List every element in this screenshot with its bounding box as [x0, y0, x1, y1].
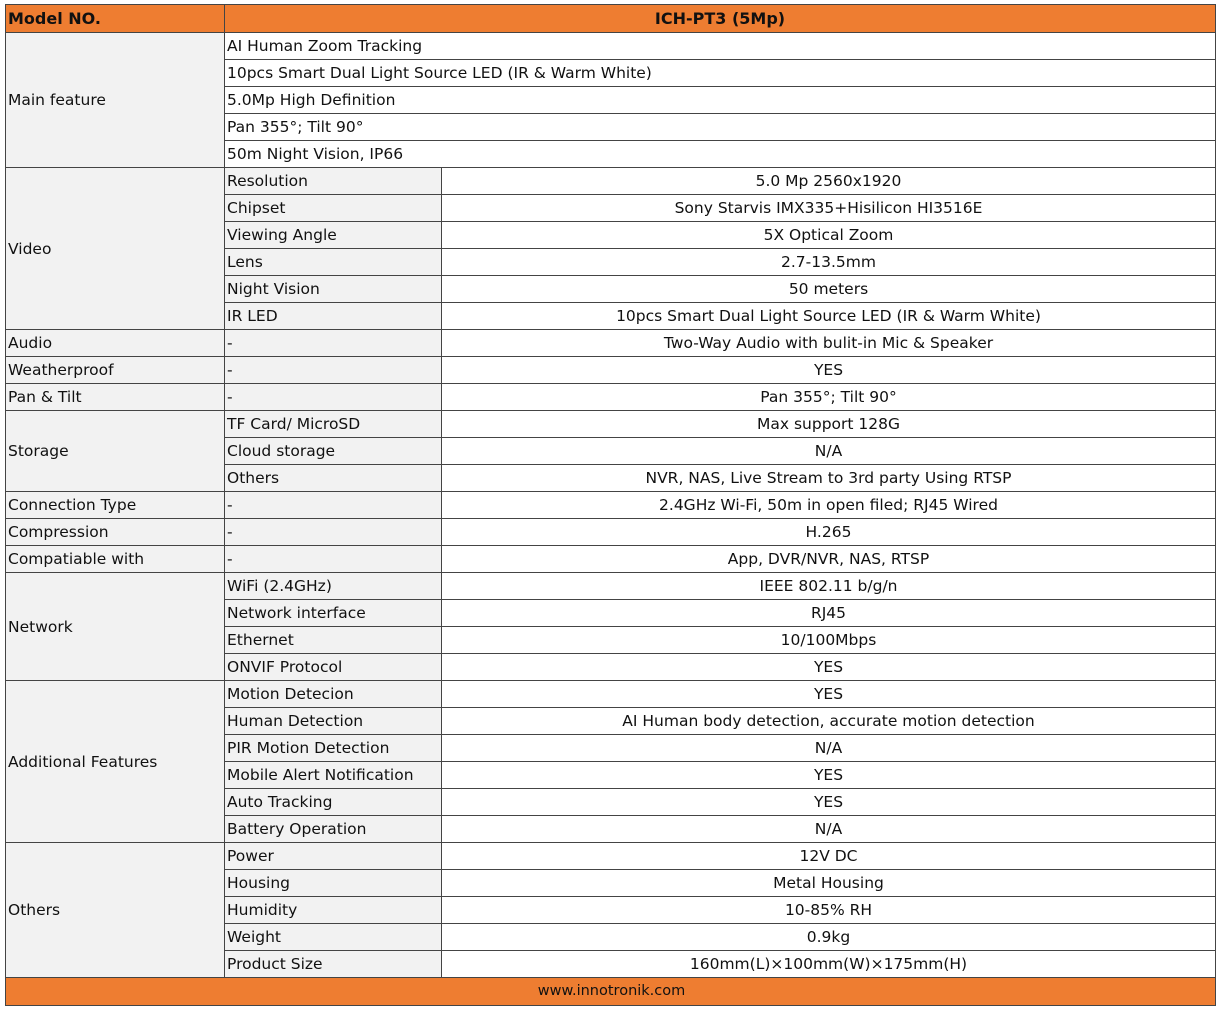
spec-key: Viewing Angle — [225, 222, 442, 249]
spec-value: IEEE 802.11 b/g/n — [442, 573, 1216, 600]
group-label-audio: Audio — [6, 330, 225, 357]
spec-key: PIR Motion Detection — [225, 735, 442, 762]
spec-value: YES — [442, 789, 1216, 816]
spec-value: 50 meters — [442, 276, 1216, 303]
spec-key: - — [225, 492, 442, 519]
spec-value: N/A — [442, 438, 1216, 465]
group-label-additional-features: Additional Features — [6, 681, 225, 843]
spec-key: Mobile Alert Notification — [225, 762, 442, 789]
spec-row — [6, 573, 1216, 600]
group-label-video: Video — [6, 168, 225, 330]
main-feature-item: 50m Night Vision, IP66 — [225, 141, 1216, 168]
spec-key: Motion Detecion — [225, 681, 442, 708]
spec-value: Metal Housing — [442, 870, 1216, 897]
spec-key: Weight — [225, 924, 442, 951]
spec-value: 10/100Mbps — [442, 627, 1216, 654]
footer-row — [6, 978, 1216, 1006]
spec-value: App, DVR/NVR, NAS, RTSP — [442, 546, 1216, 573]
group-label-storage: Storage — [6, 411, 225, 492]
spec-value: 160mm(L)×100mm(W)×175mm(H) — [442, 951, 1216, 978]
spec-value: Two-Way Audio with bulit-in Mic & Speaker — [442, 330, 1216, 357]
spec-key: Human Detection — [225, 708, 442, 735]
spec-value: N/A — [442, 735, 1216, 762]
group-label-others: Others — [6, 843, 225, 978]
spec-row — [6, 843, 1216, 870]
main-feature-item: Pan 355°; Tilt 90° — [225, 114, 1216, 141]
model-no-label: Model NO. — [6, 5, 225, 33]
spec-key: Product Size — [225, 951, 442, 978]
spec-key: Humidity — [225, 897, 442, 924]
spec-value: H.265 — [442, 519, 1216, 546]
spec-row — [6, 357, 1216, 384]
spec-value: 10-85% RH — [442, 897, 1216, 924]
spec-value: Sony Starvis IMX335+Hisilicon HI3516E — [442, 195, 1216, 222]
spec-key: Night Vision — [225, 276, 442, 303]
group-label-pan-tilt: Pan & Tilt — [6, 384, 225, 411]
spec-key: - — [225, 384, 442, 411]
spec-key: Housing — [225, 870, 442, 897]
spec-value: YES — [442, 357, 1216, 384]
spec-value: 5.0 Mp 2560x1920 — [442, 168, 1216, 195]
spec-key: Auto Tracking — [225, 789, 442, 816]
spec-key: - — [225, 519, 442, 546]
spec-row — [6, 330, 1216, 357]
spec-value: 5X Optical Zoom — [442, 222, 1216, 249]
spec-row — [6, 546, 1216, 573]
spec-value: RJ45 — [442, 600, 1216, 627]
spec-value: Pan 355°; Tilt 90° — [442, 384, 1216, 411]
spec-value: 10pcs Smart Dual Light Source LED (IR & Warm White) — [442, 303, 1216, 330]
spec-row — [6, 681, 1216, 708]
group-label-compatiable-with: Compatiable with — [6, 546, 225, 573]
spec-table-body — [6, 5, 1216, 1006]
spec-value: 0.9kg — [442, 924, 1216, 951]
main-feature-row — [6, 33, 1216, 60]
spec-key: Resolution — [225, 168, 442, 195]
spec-value: YES — [442, 654, 1216, 681]
spec-key: Ethernet — [225, 627, 442, 654]
spec-key: IR LED — [225, 303, 442, 330]
spec-value: Max support 128G — [442, 411, 1216, 438]
spec-row — [6, 519, 1216, 546]
group-label-weatherproof: Weatherproof — [6, 357, 225, 384]
model-no-value: ICH-PT3 (5Mp) — [225, 5, 1216, 33]
spec-value: YES — [442, 762, 1216, 789]
spec-row — [6, 411, 1216, 438]
spec-key: Network interface — [225, 600, 442, 627]
spec-key: - — [225, 357, 442, 384]
spec-value: 12V DC — [442, 843, 1216, 870]
spec-value: YES — [442, 681, 1216, 708]
spec-key: Battery Operation — [225, 816, 442, 843]
spec-key: Others — [225, 465, 442, 492]
spec-key: Power — [225, 843, 442, 870]
spec-value: AI Human body detection, accurate motion detection — [442, 708, 1216, 735]
footer-website: www.innotronik.com — [6, 978, 1216, 1006]
main-feature-item: 10pcs Smart Dual Light Source LED (IR & Warm White) — [225, 60, 1216, 87]
group-label-connection-type: Connection Type — [6, 492, 225, 519]
spec-key: Chipset — [225, 195, 442, 222]
spec-key: WiFi (2.4GHz) — [225, 573, 442, 600]
group-label-compression: Compression — [6, 519, 225, 546]
spec-key: TF Card/ MicroSD — [225, 411, 442, 438]
spec-value: NVR, NAS, Live Stream to 3rd party Using RTSP — [442, 465, 1216, 492]
header-row — [6, 5, 1216, 33]
spec-key: Lens — [225, 249, 442, 276]
group-label-network: Network — [6, 573, 225, 681]
group-label-main-feature: Main feature — [6, 33, 225, 168]
spec-value: 2.4GHz Wi-Fi, 50m in open filed; RJ45 Wired — [442, 492, 1216, 519]
main-feature-item: 5.0Mp High Definition — [225, 87, 1216, 114]
spec-row — [6, 168, 1216, 195]
spec-table — [5, 4, 1216, 1006]
spec-value: N/A — [442, 816, 1216, 843]
spec-value: 2.7-13.5mm — [442, 249, 1216, 276]
spec-key: - — [225, 546, 442, 573]
spec-row — [6, 384, 1216, 411]
spec-key: ONVIF Protocol — [225, 654, 442, 681]
spec-key: Cloud storage — [225, 438, 442, 465]
main-feature-item: AI Human Zoom Tracking — [225, 33, 1216, 60]
spec-row — [6, 492, 1216, 519]
spec-key: - — [225, 330, 442, 357]
